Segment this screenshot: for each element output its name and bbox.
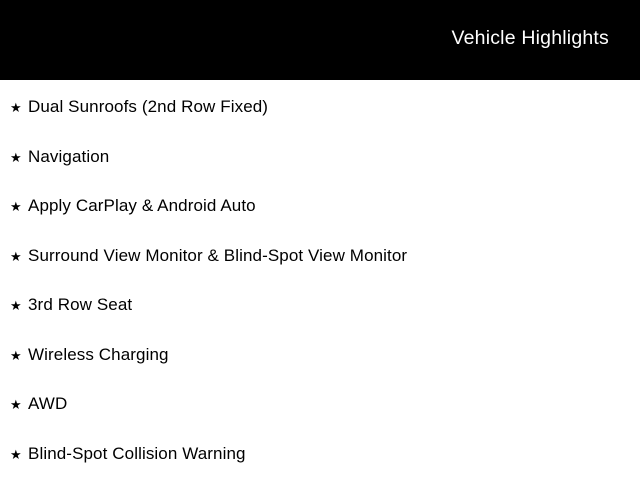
list-item-label: AWD	[28, 395, 67, 412]
list-item-label: Wireless Charging	[28, 346, 169, 363]
list-item	[0, 197, 640, 247]
star-icon: ★	[10, 250, 28, 263]
star-icon: ★	[10, 151, 28, 164]
list-item-label: Navigation	[28, 148, 109, 165]
header-bar	[0, 0, 640, 80]
list-item-label: Blind-Spot Collision Warning	[28, 445, 246, 462]
list-item-label: Dual Sunroofs (2nd Row Fixed)	[28, 98, 268, 115]
list-item	[0, 148, 640, 198]
star-icon: ★	[10, 200, 28, 213]
star-icon: ★	[10, 349, 28, 362]
list-item	[0, 296, 640, 346]
page-title: Vehicle Highlights	[451, 29, 609, 51]
list-item	[0, 346, 640, 396]
list-item	[0, 395, 640, 445]
list-item-label: 3rd Row Seat	[28, 296, 132, 313]
list-item	[0, 247, 640, 297]
list-item-label: Apply CarPlay & Android Auto	[28, 197, 256, 214]
star-icon: ★	[10, 398, 28, 411]
highlights-list	[0, 98, 640, 494]
star-icon: ★	[10, 299, 28, 312]
list-item-label: Surround View Monitor & Blind-Spot View Monitor	[28, 247, 407, 264]
star-icon: ★	[10, 448, 28, 461]
star-icon: ★	[10, 101, 28, 114]
list-item	[0, 98, 640, 148]
list-item	[0, 445, 640, 494]
